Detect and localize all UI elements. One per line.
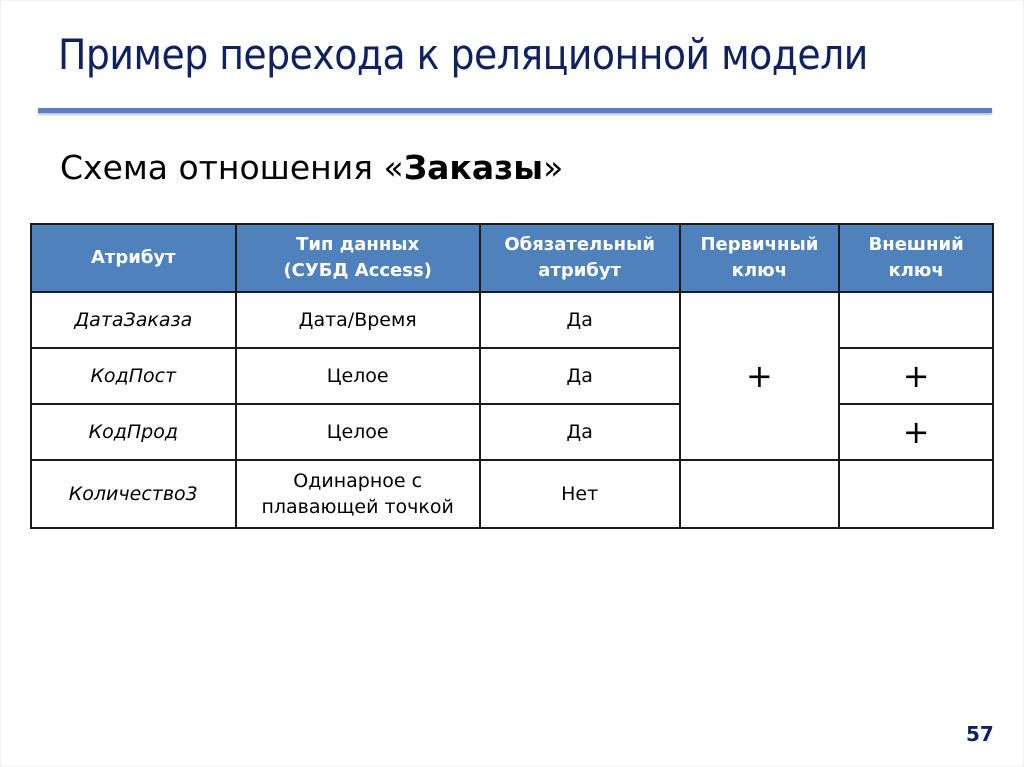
cell-primary-key: [680, 460, 840, 528]
table-row: [31, 292, 993, 348]
cell-required: Нет: [480, 460, 680, 528]
page-number: 57: [966, 722, 994, 746]
table-row: [31, 348, 993, 404]
header-foreign-key: Внешний ключ: [839, 224, 993, 292]
table-row: [31, 460, 993, 528]
cell-foreign-key: [839, 460, 993, 528]
header-attribute: Атрибут: [31, 224, 236, 292]
cell-attribute: КодПост: [31, 348, 236, 404]
cell-attribute: Количество3: [31, 460, 236, 528]
cell-attribute: КодПрод: [31, 404, 236, 460]
cell-data-type: Целое: [236, 404, 480, 460]
cell-attribute: ДатаЗаказа: [31, 292, 236, 348]
cell-required: Да: [480, 348, 680, 404]
subtitle-prefix: Схема отношения «: [60, 148, 404, 187]
slide-subtitle: [60, 148, 563, 187]
table-header-row: [31, 224, 993, 292]
cell-foreign-key: [839, 292, 993, 348]
subtitle-relation-name: Заказы: [403, 148, 544, 187]
table-row: [31, 404, 993, 460]
cell-data-type: Дата/Время: [236, 292, 480, 348]
header-required: Обязательный атрибут: [480, 224, 680, 292]
relation-schema-table: [30, 223, 994, 529]
header-primary-key: Первичный ключ: [680, 224, 840, 292]
cell-foreign-key: +: [839, 348, 993, 404]
cell-foreign-key: +: [839, 404, 993, 460]
header-data-type: Тип данных (СУБД Access): [236, 224, 480, 292]
cell-required: Да: [480, 292, 680, 348]
subtitle-suffix: »: [543, 148, 564, 187]
cell-required: Да: [480, 404, 680, 460]
cell-data-type: Целое: [236, 348, 480, 404]
cell-data-type: Одинарное с плавающей точкой: [236, 460, 480, 528]
slide-title: Пример перехода к реляционной модели: [58, 30, 868, 79]
title-divider: [38, 108, 992, 113]
cell-primary-key-merged: +: [680, 292, 840, 460]
